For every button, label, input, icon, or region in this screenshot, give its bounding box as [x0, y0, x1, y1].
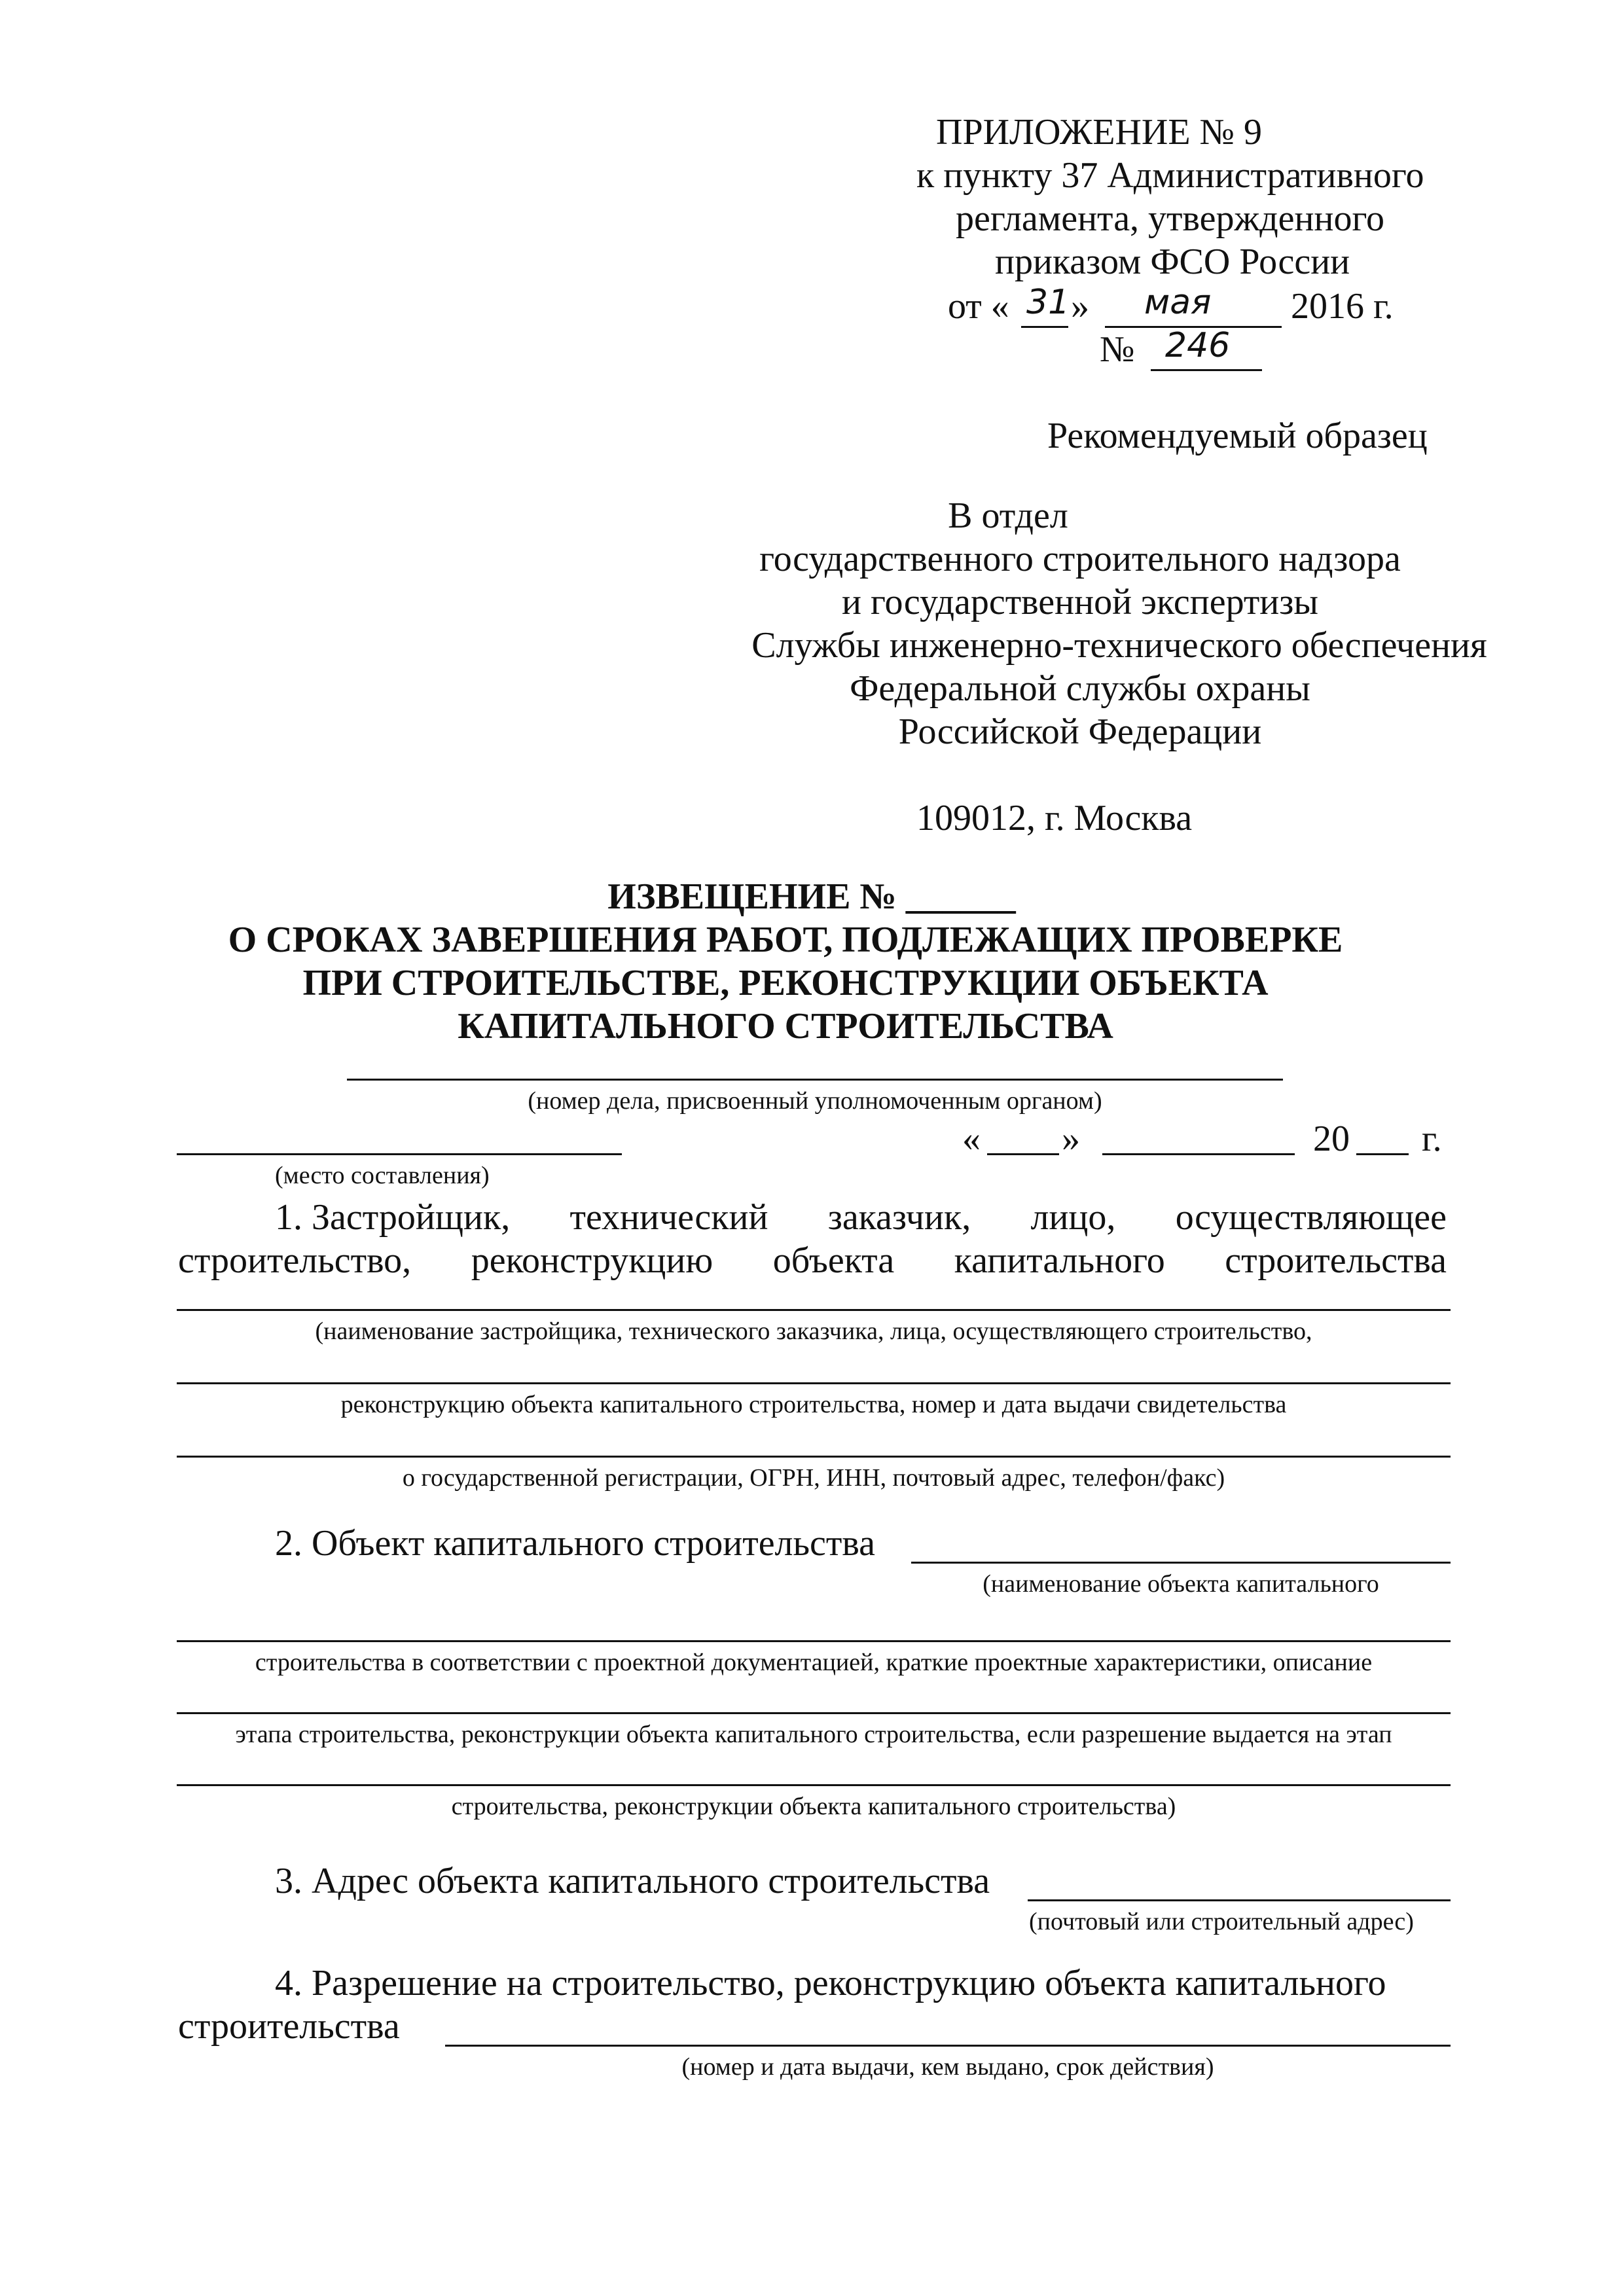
addressee-line1: В отдел: [948, 495, 1068, 536]
section1-caption3: о государственной регистрации, ОГРН, ИНН, почтовый адрес, телефон/факс): [402, 1464, 1225, 1492]
s1-word: лицо,: [1030, 1197, 1116, 1238]
section2-caption1: (наименование объекта капитального: [983, 1570, 1379, 1598]
sample-label: Рекомендуемый образец: [1047, 416, 1428, 456]
object-field-3[interactable]: [177, 1712, 1451, 1714]
s1-word: осуществляющее: [1175, 1197, 1447, 1238]
section4-line2: строительства: [178, 2006, 400, 2047]
s1-word: технический: [569, 1197, 768, 1238]
section4-caption: (номер и дата выдачи, кем выдано, срок действия): [681, 2053, 1214, 2081]
addressee-line5: Федеральной службы охраны: [850, 668, 1310, 709]
object-field-1[interactable]: [911, 1562, 1451, 1564]
addressee-line4: Службы инженерно-технического обеспечения: [751, 625, 1487, 666]
date-year-prefix: 20: [1313, 1119, 1350, 1159]
date-year-suffix: г.: [1422, 1119, 1442, 1159]
date-year-field[interactable]: [1356, 1153, 1409, 1155]
date-prefix: от «: [948, 286, 1009, 327]
date-mid: »: [1071, 286, 1089, 327]
s1-word: строительство,: [178, 1240, 412, 1281]
s1-word: строительства: [1225, 1240, 1447, 1281]
s1-word: реконструкцию: [471, 1240, 713, 1281]
addressee-line2: государственного строительного надзора: [759, 539, 1401, 579]
heading-line2: О СРОКАХ ЗАВЕРШЕНИЯ РАБОТ, ПОДЛЕЖАЩИХ ПРОВЕРКЕ: [228, 920, 1343, 960]
appendix-line2: регламента, утвержденного: [956, 198, 1385, 239]
s1-word: объекта: [772, 1240, 895, 1281]
addressee-line6: Российской Федерации: [898, 711, 1262, 752]
address-field[interactable]: [1028, 1899, 1451, 1901]
section1-line2: [178, 1240, 1447, 1282]
section3-caption: (почтовый или строительный адрес): [1029, 1908, 1414, 1935]
handwritten-number: 246: [1165, 326, 1231, 365]
number-label: №: [1100, 329, 1135, 370]
date-close-quote: »: [1062, 1119, 1080, 1159]
developer-field-3[interactable]: [177, 1456, 1451, 1458]
developer-field-2[interactable]: [177, 1382, 1451, 1384]
number-underline: [1151, 369, 1262, 371]
s1-word: 1. Застройщик,: [275, 1197, 511, 1238]
object-field-2[interactable]: [177, 1640, 1451, 1642]
section2-caption4: строительства, реконструкции объекта капитального строительства): [451, 1793, 1176, 1820]
permit-field[interactable]: [445, 2045, 1451, 2047]
appendix-number-row: [1100, 326, 1270, 374]
heading-line3: ПРИ СТРОИТЕЛЬСТВЕ, РЕКОНСТРУКЦИИ ОБЪЕКТА: [302, 963, 1269, 1003]
date-day-field[interactable]: [987, 1153, 1059, 1155]
appendix-line3: приказом ФСО России: [995, 242, 1350, 282]
date-month-field[interactable]: [1102, 1153, 1295, 1155]
section1-caption2: реконструкцию объекта капитального строительства, номер и дата выдачи свидетельства: [340, 1391, 1287, 1418]
appendix-title: ПРИЛОЖЕНИЕ № 9: [936, 112, 1262, 152]
developer-field-1[interactable]: [177, 1309, 1451, 1311]
addressee-line3: и государственной экспертизы: [841, 582, 1319, 622]
day-underline: [1021, 326, 1068, 328]
section1-line1: [275, 1196, 1447, 1238]
appendix-line1: к пункту 37 Административного: [916, 155, 1424, 196]
addressee-address: 109012, г. Москва: [916, 798, 1193, 838]
section2-label: 2. Объект капитального строительства: [275, 1523, 875, 1564]
date-year: 2016 г.: [1291, 286, 1394, 327]
case-number-caption: (номер дела, присвоенный уполномоченным органом): [528, 1087, 1102, 1115]
handwritten-month: мая: [1144, 283, 1212, 322]
notice-heading: [131, 876, 1440, 1049]
s1-word: капитального: [954, 1240, 1165, 1281]
section2-caption2: строительства в соответствии с проектной документацией, краткие проектные характеристики, описание: [255, 1649, 1373, 1676]
section3-label: 3. Адрес объекта капитального строительства: [275, 1861, 990, 1901]
section1-caption1: (наименование застройщика, технического заказчика, лица, осуществляющего строительство,: [315, 1318, 1312, 1345]
addressee-block: [655, 495, 1506, 754]
date-open-quote: «: [962, 1119, 981, 1159]
heading-line4: КАПИТАЛЬНОГО СТРОИТЕЛЬСТВА: [458, 1006, 1113, 1047]
heading-line1: ИЗВЕЩЕНИЕ № ______: [607, 876, 1016, 917]
place-field[interactable]: [177, 1153, 622, 1155]
case-number-field[interactable]: [347, 1079, 1283, 1081]
place-caption: (место составления): [275, 1162, 490, 1189]
s1-word: заказчик,: [827, 1197, 971, 1238]
handwritten-day: 31: [1026, 283, 1070, 322]
section2-caption3: этапа строительства, реконструкции объекта капитального строительства, если разрешение выдается на этап: [235, 1721, 1392, 1748]
section4-line1: 4. Разрешение на строительство, реконструкцию объекта капитального: [275, 1963, 1386, 2003]
object-field-4[interactable]: [177, 1784, 1451, 1786]
